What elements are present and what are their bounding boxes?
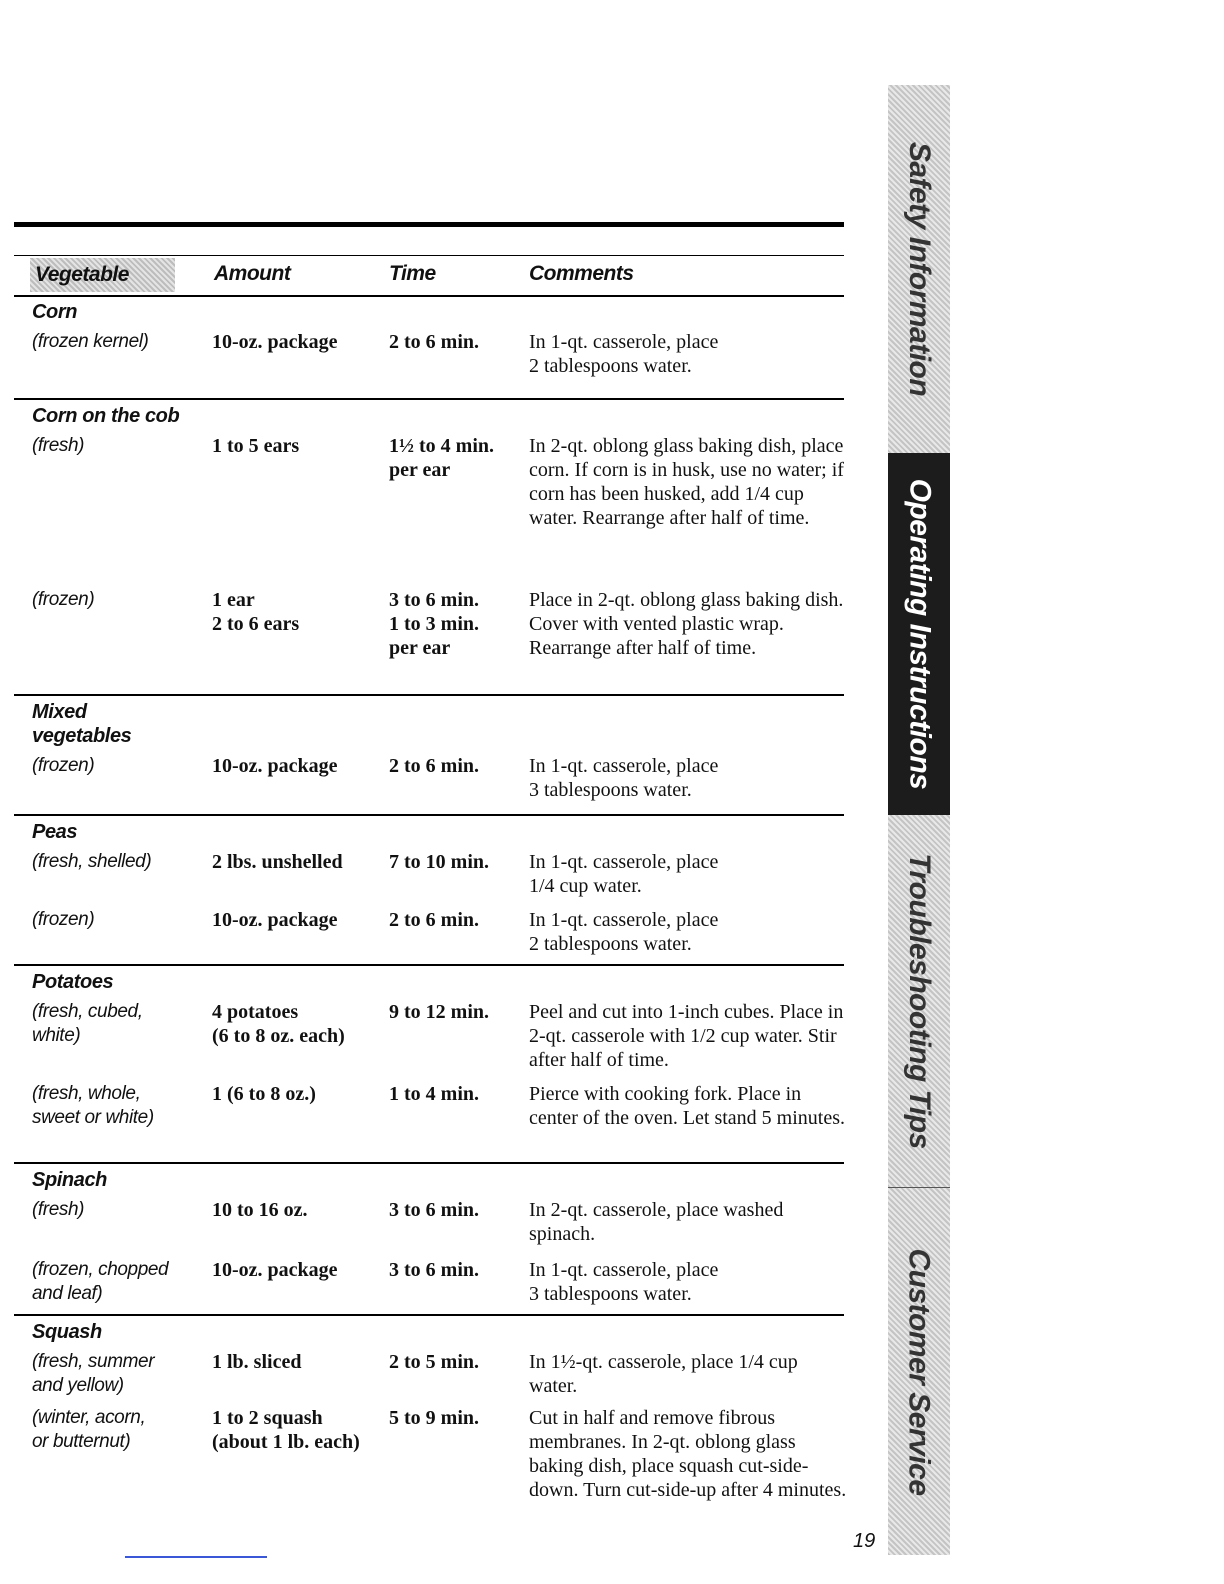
variant-cell: (frozen) bbox=[32, 909, 95, 930]
comment-cell: Place in 2-qt. oblong glass baking dish. Cover with vented plastic wrap. Rearrange after half of time. bbox=[529, 589, 844, 659]
time-cell: 5 to 9 min. bbox=[389, 1407, 479, 1429]
amount-cell: 1 ear 2 to 6 ears bbox=[212, 589, 300, 635]
variant-cell: (fresh, shelled) bbox=[32, 851, 152, 872]
header-underline bbox=[14, 295, 844, 297]
variant-cell: (fresh) bbox=[32, 435, 85, 456]
tab-safety-information[interactable] bbox=[888, 85, 950, 453]
group-mixed-vegetables bbox=[14, 700, 844, 816]
time-cell: 2 to 6 min. bbox=[389, 909, 479, 931]
table-row bbox=[14, 1198, 844, 1252]
amount-cell: 2 lbs. unshelled bbox=[212, 851, 343, 873]
amount-cell: 10-oz. package bbox=[212, 909, 338, 931]
header-comments: Comments bbox=[529, 262, 634, 285]
comment-cell: In 1-qt. casserole, place 2 tablespoons water. bbox=[529, 331, 719, 377]
comment-cell: In 1-qt. casserole, place 1/4 cup water. bbox=[529, 851, 719, 897]
section-tabs bbox=[888, 85, 950, 1555]
comment-cell: In 2-qt. oblong glass baking dish, place corn. If corn is in husk, use no water; if corn has been husked, add 1/4 cup water. Rearrange after half of time. bbox=[529, 435, 844, 529]
amount-cell: 10-oz. package bbox=[212, 1259, 338, 1281]
amount-cell: 1 lb. sliced bbox=[212, 1351, 302, 1373]
group-corn bbox=[14, 300, 844, 400]
table-row bbox=[14, 588, 844, 686]
table-row bbox=[14, 754, 844, 806]
time-cell: 9 to 12 min. bbox=[389, 1001, 489, 1023]
group-potatoes bbox=[14, 970, 844, 1164]
group-name: Potatoes bbox=[32, 971, 114, 993]
amount-cell: 4 potatoes (6 to 8 oz. each) bbox=[212, 1001, 345, 1047]
comment-cell: In 1-qt. casserole, place 3 tablespoons water. bbox=[529, 755, 719, 801]
tab-label: Operating Instructions bbox=[903, 478, 937, 790]
amount-cell: 10-oz. package bbox=[212, 755, 338, 777]
variant-cell: (fresh, whole, sweet or white) bbox=[32, 1083, 154, 1128]
group-corn-on-the-cob bbox=[14, 404, 844, 696]
tab-customer-service[interactable] bbox=[888, 1187, 950, 1556]
page-number: 19 bbox=[853, 1530, 876, 1552]
variant-cell: (frozen kernel) bbox=[32, 331, 149, 352]
table-row bbox=[14, 908, 844, 956]
time-cell: 3 to 6 min. bbox=[389, 1199, 479, 1221]
table-row bbox=[14, 330, 844, 390]
amount-cell: 1 to 5 ears bbox=[212, 435, 300, 457]
top-rule bbox=[14, 222, 844, 227]
time-cell: 2 to 6 min. bbox=[389, 755, 479, 777]
tab-label: Safety Information bbox=[903, 141, 936, 397]
variant-cell: (fresh, summer and yellow) bbox=[32, 1351, 155, 1396]
group-squash bbox=[14, 1320, 847, 1538]
table-row bbox=[14, 850, 844, 902]
tab-operating-instructions[interactable] bbox=[888, 453, 950, 815]
variant-cell: (winter, acorn, or butternut) bbox=[32, 1407, 146, 1452]
variant-cell: (frozen) bbox=[32, 589, 95, 610]
variant-cell: (frozen) bbox=[32, 755, 95, 776]
comment-cell: In 1½-qt. casserole, place 1/4 cup water. bbox=[529, 1351, 798, 1397]
group-peas bbox=[14, 820, 844, 966]
group-name: Corn bbox=[32, 301, 78, 323]
header-vegetable: Vegetable bbox=[30, 258, 175, 292]
tab-label: Customer Service bbox=[903, 1248, 936, 1496]
table-row bbox=[14, 1350, 844, 1400]
comment-cell: Peel and cut into 1-inch cubes. Place in 2-qt. casserole with 1/2 cup water. Stir after half of time. bbox=[529, 1001, 844, 1071]
time-cell: 2 to 5 min. bbox=[389, 1351, 479, 1373]
comment-cell: In 1-qt. casserole, place 3 tablespoons water. bbox=[529, 1259, 719, 1305]
group-name: Peas bbox=[32, 821, 78, 843]
header-rule bbox=[14, 255, 844, 256]
time-cell: 3 to 6 min. 1 to 3 min. per ear bbox=[389, 589, 479, 659]
tab-label: Troubleshooting Tips bbox=[903, 853, 936, 1149]
bottom-link-line bbox=[125, 1556, 267, 1558]
time-cell: 3 to 6 min. bbox=[389, 1259, 479, 1281]
cooking-table bbox=[14, 300, 847, 1542]
amount-cell: 1 to 2 squash (about 1 lb. each) bbox=[212, 1407, 360, 1453]
table-row bbox=[14, 1000, 844, 1076]
time-cell: 1½ to 4 min. per ear bbox=[389, 435, 494, 481]
variant-cell: (fresh) bbox=[32, 1199, 85, 1220]
header-amount: Amount bbox=[214, 262, 291, 285]
variant-cell: (fresh, cubed, white) bbox=[32, 1001, 143, 1046]
time-cell: 1 to 4 min. bbox=[389, 1083, 479, 1105]
comment-cell: Cut in half and remove fibrous membranes. In 2-qt. oblong glass baking dish, place squash cut-side-down. Turn cut-side-up after 4 minutes. bbox=[529, 1407, 847, 1501]
comment-cell: In 1-qt. casserole, place 2 tablespoons water. bbox=[529, 909, 719, 955]
comment-cell: Pierce with cooking fork. Place in center of the oven. Let stand 5 minutes. bbox=[529, 1083, 846, 1129]
variant-cell: (frozen, chopped and leaf) bbox=[32, 1259, 169, 1304]
tab-troubleshooting-tips[interactable] bbox=[888, 815, 950, 1187]
table-row bbox=[14, 434, 844, 582]
group-name: Spinach bbox=[32, 1169, 107, 1191]
table-row bbox=[14, 1082, 844, 1154]
header-time: Time bbox=[389, 262, 436, 285]
amount-cell: 10-oz. package bbox=[212, 331, 338, 353]
time-cell: 2 to 6 min. bbox=[389, 331, 479, 353]
amount-cell: 1 (6 to 8 oz.) bbox=[212, 1083, 316, 1105]
group-name: Mixed vegetables bbox=[32, 701, 132, 747]
group-spinach bbox=[14, 1168, 844, 1316]
time-cell: 7 to 10 min. bbox=[389, 851, 489, 873]
group-name: Corn on the cob bbox=[32, 405, 180, 427]
amount-cell: 10 to 16 oz. bbox=[212, 1199, 308, 1221]
comment-cell: In 2-qt. casserole, place washed spinach. bbox=[529, 1199, 784, 1245]
table-row bbox=[14, 1406, 847, 1530]
group-name: Squash bbox=[32, 1321, 102, 1343]
table-row bbox=[14, 1258, 844, 1306]
